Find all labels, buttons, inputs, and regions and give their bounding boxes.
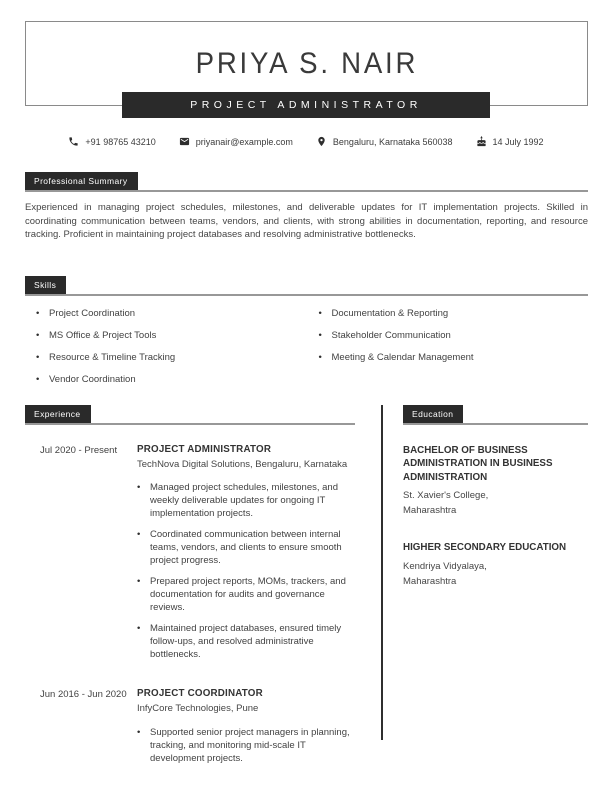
phone-text: +91 98765 43210 [85,136,156,147]
summary-text: Experienced in managing project schedules, milestones, and deliverable updates for IT implementation projects. Skilled in coordinating communication between teams, vendors, and clients, with strong abilities in documentation, reporting, and resource tracking. Proficient in maintaining project databases and resolving administrative bottlenecks. [25,202,588,240]
skill-item: • Project Coordination [36,308,307,320]
skills-column-left [25,308,307,395]
contact-birthday [476,136,544,147]
education-region: Maharashtra [403,575,457,587]
contact-email [179,136,293,147]
skills-list [25,308,588,395]
experience-column [25,405,355,773]
column-divider [381,405,383,740]
candidate-name: PRIYA S. NAIR [195,46,418,80]
location-text: Bengaluru, Karnataka 560038 [332,136,453,147]
experience-entry [25,688,355,773]
education-degree: BACHELOR OF BUSINESS ADMINISTRATION IN BUSINESS ADMINISTRATION [403,444,553,483]
education-degree: HIGHER SECONDARY EDUCATION [403,542,567,553]
contact-phone [68,136,155,147]
job-bullets [137,481,355,661]
section-heading-label: Skills [25,276,66,294]
experience-entry [25,444,355,670]
education-entry [403,444,588,519]
skills-column-right [307,308,589,395]
job-company: TechNova Digital Solutions, Bengaluru, Karnataka [137,458,348,470]
job-bullets [137,726,355,765]
section-professional-summary [25,172,588,192]
job-bullet: • Managed project schedules, milestones, and weekly deliverable updates for ongoing IT implementation projects. [137,481,355,520]
education-school: St. Xavier's College, [403,490,489,501]
contact-row [0,136,612,147]
birthday-icon [476,136,487,147]
section-education [403,405,588,425]
skill-item: • Documentation & Reporting [319,308,589,320]
job-bullet: • Coordinated communication between internal teams, vendors, and clients to ensure smooth project progress. [137,528,355,567]
section-skills [25,276,588,296]
email-text: priyanair@example.com [195,136,293,147]
job-body [137,688,355,773]
job-bullet: • Prepared project reports, MOMs, trackers, and documentation for audits and governance reviews. [137,575,355,614]
job-title-banner: PROJECT ADMINISTRATOR [122,92,490,118]
section-heading-label: Experience [25,405,91,423]
phone-icon [68,136,79,147]
contact-location [316,136,453,147]
section-experience [25,405,355,425]
job-bullet: • Maintained project databases, ensured timely follow-ups, and resolved administrative bottlenecks. [137,622,355,661]
job-title: PROJECT ADMINISTRATOR [137,443,272,455]
email-icon [179,136,190,147]
location-icon [316,136,327,147]
education-school: Kendriya Vidyalaya, [403,560,487,572]
birthday-text: 14 July 1992 [492,136,544,147]
education-column [403,405,588,589]
skill-item: • Meeting & Calendar Management [319,352,589,364]
education-region: Maharashtra [403,505,457,516]
job-dates: Jul 2020 - Present [40,444,118,456]
job-body [137,444,355,670]
job-title: PROJECT COORDINATOR [137,688,263,699]
skill-item: • Stakeholder Communication [319,330,589,342]
job-company: InfyCore Technologies, Pune [137,703,259,714]
section-heading-label: Professional Summary [25,172,138,190]
skill-item: • Vendor Coordination [36,374,307,386]
skill-item: • MS Office & Project Tools [36,330,307,342]
education-entry [403,541,588,589]
job-bullet: • Supported senior project managers in planning, tracking, and monitoring mid-scale IT development projects. [137,726,355,765]
section-heading-label: Education [403,405,463,423]
skill-item: • Resource & Timeline Tracking [36,352,307,364]
job-dates: Jun 2016 - Jun 2020 [40,689,127,700]
